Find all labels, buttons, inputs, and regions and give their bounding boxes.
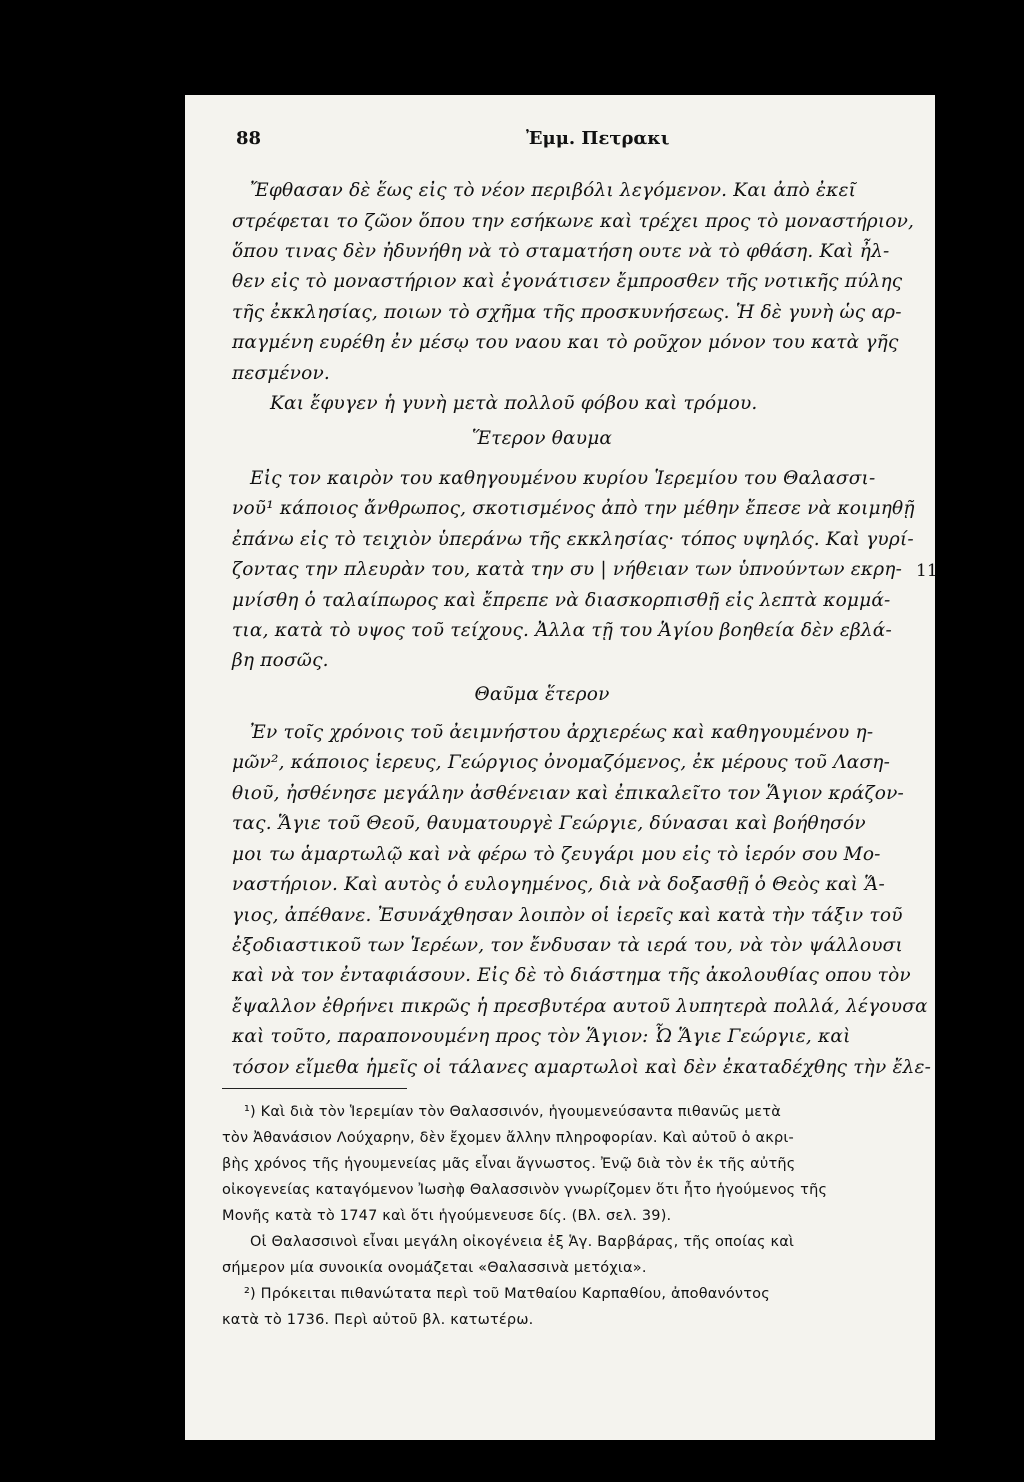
text-line: παγμένη ευρέθη ἐν μέσῳ του ναου και τὸ ροῦχον μόνον του κατὰ γῆς — [232, 332, 899, 353]
footnote-line: τὸν Ἀθανάσιον Λούχαρην, δὲν ἔχομεν ἄλλην πληροφορίαν. Καὶ αὐτοῦ ὁ ακρι- — [222, 1130, 794, 1146]
margin-line-number: 11 — [916, 561, 938, 581]
footnote-line: κατὰ τὸ 1736. Περὶ αὐτοῦ βλ. κατωτέρω. — [222, 1312, 534, 1328]
text-line: νοῦ¹ κάποιος ἄνθρωπος, σκοτισμένος ἀπὸ την μέθην ἔπεσε νὰ κοιμηθῇ — [232, 498, 915, 519]
text-line: βη ποσῶς. — [232, 650, 329, 671]
text-line: τῆς ἐκκλησίας, ποιων τὸ σχῆμα τῆς προσκυνήσεως. Ἡ δὲ γυνὴ ὡς αρ- — [232, 302, 902, 323]
running-head — [236, 128, 916, 158]
footnote-line: οἰκογενείας καταγόμενον Ἰωσὴφ Θαλασσινὸν γνωρίζομεν ὅτι ἦτο ἡγούμενος τῆς — [222, 1182, 828, 1198]
text-line: μοι τω ἁμαρτωλῷ καὶ νὰ φέρω τὸ ζευγάρι μου εἰς τὸ ἱερόν σου Μο- — [232, 844, 881, 865]
footnote-divider — [222, 1088, 407, 1089]
text-line: στρέφεται το ζῶον ὅπου την εσήκωνε καὶ τρέχει προς τὸ μοναστήριον, — [232, 211, 915, 232]
text-line: ἔψαλλον ἐθρήνει πικρῶς ἡ πρεσβυτέρα αυτοῦ λυπητερὰ πολλά, λέγουσα — [232, 996, 928, 1017]
text-line: Εἰς τον καιρὸν του καθηγουμένου κυρίου Ἱερεμίου του Θαλασσι- — [250, 468, 876, 489]
footnote-line: βὴς χρόνος τῆς ἡγουμενείας μᾶς εἶναι ἄγνωστος. Ἐνῷ διὰ τὸν ἐκ τῆς αὐτῆς — [222, 1156, 796, 1172]
text-line: ζοντας την πλευρὰν του, κατὰ την συ | νήθειαν των ὑπνούντων εκρη- — [232, 559, 903, 580]
author-name: Ἐμμ. Πετρακι — [526, 128, 670, 149]
text-line: τια, κατὰ τὸ υψος τοῦ τείχους. Ἀλλα τῇ του Ἁγίου βοηθεία δὲν εβλά- — [232, 620, 892, 641]
footnote-line: ²) Πρόκειται πιθανώτατα περὶ τοῦ Ματθαίου Καρπαθίου, ἀποθανόντος — [244, 1286, 770, 1302]
text-line: καὶ τοῦτο, παραπονουμένη προς τὸν Ἅγιον: Ὦ Ἅγιε Γεώργιε, καὶ — [232, 1026, 851, 1047]
text-line: τας. Ἅγιε τοῦ Θεοῦ, θαυματουργὲ Γεώργιε, δύνασαι καὶ βοήθησόν — [232, 813, 866, 834]
page-number: 88 — [236, 128, 262, 149]
text-line: ἐξοδιαστικοῦ των Ἱερέων, τον ἔνδυσαν τὰ ιερά του, νὰ τὸν ψάλλουσι — [232, 935, 903, 956]
text-line: θεν εἰς τὸ μοναστήριον καὶ ἐγονάτισεν ἔμπροσθεν τῆς νοτικῆς πύλης — [232, 271, 903, 292]
text-line: τόσον εἴμεθα ἡμεῖς οἱ τάλανες αμαρτωλοὶ καὶ δὲν ἐκαταδέχθης τὴν ἔλε- — [232, 1057, 932, 1078]
text-line: ναστήριον. Καὶ αυτὸς ὁ ευλογημένος, διὰ νὰ δοξασθῇ ὁ Θεὸς καὶ Ἅ- — [232, 874, 885, 895]
text-line: μῶν², κάποιος ἱερευς, Γεώργιος ὀνομαζόμενος, ἐκ μέρους τοῦ Λαση- — [232, 752, 891, 773]
footnote-line: Μονῆς κατὰ τὸ 1747 καὶ ὅτι ἡγούμενευσε δίς. (Βλ. σελ. 39). — [222, 1208, 672, 1224]
text-line: θιοῦ, ἠσθένησε μεγάλην ἀσθένειαν καὶ ἐπικαλεῖτο τον Ἅγιον κράζον- — [232, 783, 904, 804]
text-line: καὶ νὰ τον ἐνταφιάσουν. Εἰς δὲ τὸ διάστημα τῆς ἀκολουθίας οπου τὸν — [232, 965, 911, 986]
footnote-line: σήμερον μία συνοικία ονομάζεται «Θαλασσινὰ μετόχια». — [222, 1260, 647, 1276]
section-heading: Θαῦμα ἕτερον — [474, 684, 610, 705]
text-line: πεσμένον. — [232, 363, 330, 384]
section-heading: Ἕτερον θαυμα — [471, 428, 613, 449]
text-line: ὅπου τινας δὲν ἠδυνήθη νὰ τὸ σταματήση ουτε νὰ τὸ φθάση. Καὶ ἦλ- — [232, 241, 890, 262]
text-line: Και ἔφυγεν ἡ γυνὴ μετὰ πολλοῦ φόβου καὶ τρόμου. — [270, 393, 758, 414]
footnote-line: ¹) Καὶ διὰ τὸν Ἱερεμίαν τὸν Θαλασσινόν, ἡγουμενεύσαντα πιθανῶς μετὰ — [244, 1104, 781, 1120]
text-line: Ἔφθασαν δὲ ἕως εἰς τὸ νέον περιβόλι λεγόμενον. Και ἀπὸ ἐκεῖ — [250, 180, 857, 201]
footnote-line: Οἱ Θαλασσινοὶ εἶναι μεγάλη οἰκογένεια ἐξ Ἁγ. Βαρβάρας, τῆς οποίας καὶ — [250, 1234, 795, 1250]
text-line: Ἐν τοῖς χρόνοις τοῦ ἀειμνήστου ἀρχιερέως καὶ καθηγουμένου η- — [250, 722, 874, 743]
text-line: μνίσθη ὁ ταλαίπωρος καὶ ἔπρεπε νὰ διασκορπισθῇ εἰς λεπτὰ κομμά- — [232, 590, 891, 611]
text-line: ἐπάνω εἰς τὸ τειχιὸν ὑπεράνω τῆς εκκλησίας· τόπος υψηλός. Καὶ γυρί- — [232, 529, 914, 550]
text-line: γιος, ἀπέθανε. Ἐσυνάχθησαν λοιπὸν οἱ ἱερεῖς καὶ κατὰ τὴν τάξιν τοῦ — [232, 905, 903, 926]
